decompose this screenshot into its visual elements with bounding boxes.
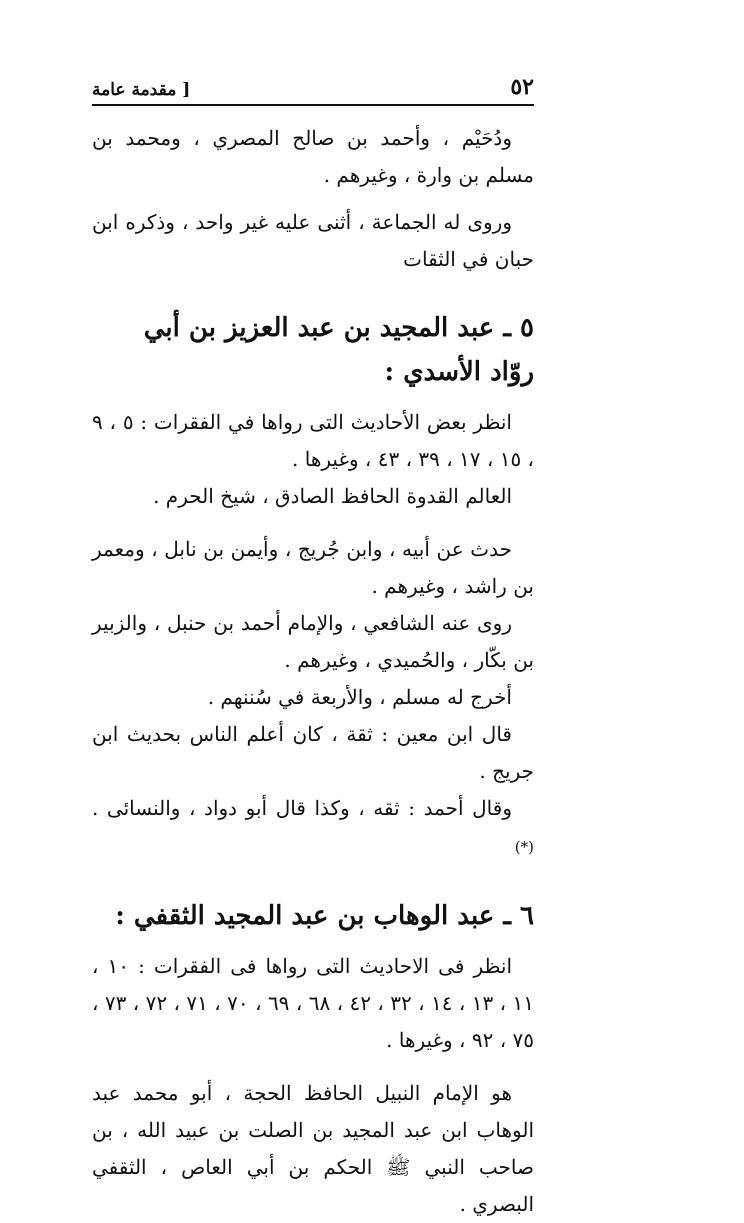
intro-paragraph-2: وروى له الجماعة ، أثنى عليه غير واحد ، وذكره ابن حبان في الثقات <box>92 210 534 271</box>
entry-5-paragraph-5: أخرج له مسلم ، والأربعة في سُننهم . <box>207 685 512 709</box>
entry-5-paragraph-6: قال ابن معين : ثقة ، كان أعلم الناس بحديث ابن جريج . <box>92 722 534 783</box>
book-page <box>92 64 534 1223</box>
entry-6-title: ٦ ـ عبد الوهاب بن عبد المجيد الثقفي : <box>115 901 534 931</box>
entry-6-paragraph-1: انظر فى الاحاديث التى رواها فى الفقرات : ١٠ ، ١١ ، ١٣ ، ١٤ ، ٣٢ ، ٤٢ ، ٦٨ ، ٦٩ ، ٧٠ ، ٧١ ، ٧٢ ، ٧٣ ، ٧٥ ، ٩٢ ، وغيرها . <box>92 954 535 1052</box>
entry-5-paragraph-3: حدث عن أبيه ، وابن جُريج ، وأيمن بن نابل ، ومعمر بن راشد ، وغيرهم . <box>92 537 534 598</box>
footnote-mark: (*) <box>514 838 534 856</box>
entry-5-paragraph-2: العالم القدوة الحافظ الصادق ، شيخ الحرم . <box>153 484 512 508</box>
intro-paragraph-1: ودُحَيْم ، وأحمد بن صالح المصري ، ومحمد بن مسلم بن وارة ، وغيرهم . <box>92 126 534 187</box>
entry-5-paragraph-4: روى عنه الشافعي ، والإمام أحمد بن حنبل ، والزبير بن بكّار ، والحُميدي ، وغيرهم . <box>92 611 534 672</box>
page-number: ٥٢ <box>510 74 534 100</box>
running-title: [ مقدمة عامة <box>92 80 191 100</box>
entry-5-title: ٥ ـ عبد المجيد بن عبد العزيز بن أبي روّاد الأسدي : <box>143 313 534 387</box>
entry-6-paragraph-2: هو الإمام النبيل الحافظ الحجة ، أبو محمد عبد الوهاب ابن عبد المجيد بن الصلت بن عبيد الله ، بن صاحب النبي ﷺ الحكم بن أبي العاص ، الثقفي البصري . <box>92 1081 534 1216</box>
page-header <box>92 64 534 106</box>
entry-5-paragraph-1: انظر بعض الأحاديث التى رواها في الفقرات : ٥ ، ٩ ، ١٥ ، ١٧ ، ٣٩ ، ٤٣ ، وغيرها . <box>92 410 534 471</box>
entry-5-paragraph-7 <box>92 790 534 866</box>
page-content <box>92 120 534 1223</box>
entry-5-paragraph-7-text: وقال أحمد : ثقه ، وكذا قال أبو دواد ، والنسائى . <box>92 796 512 820</box>
